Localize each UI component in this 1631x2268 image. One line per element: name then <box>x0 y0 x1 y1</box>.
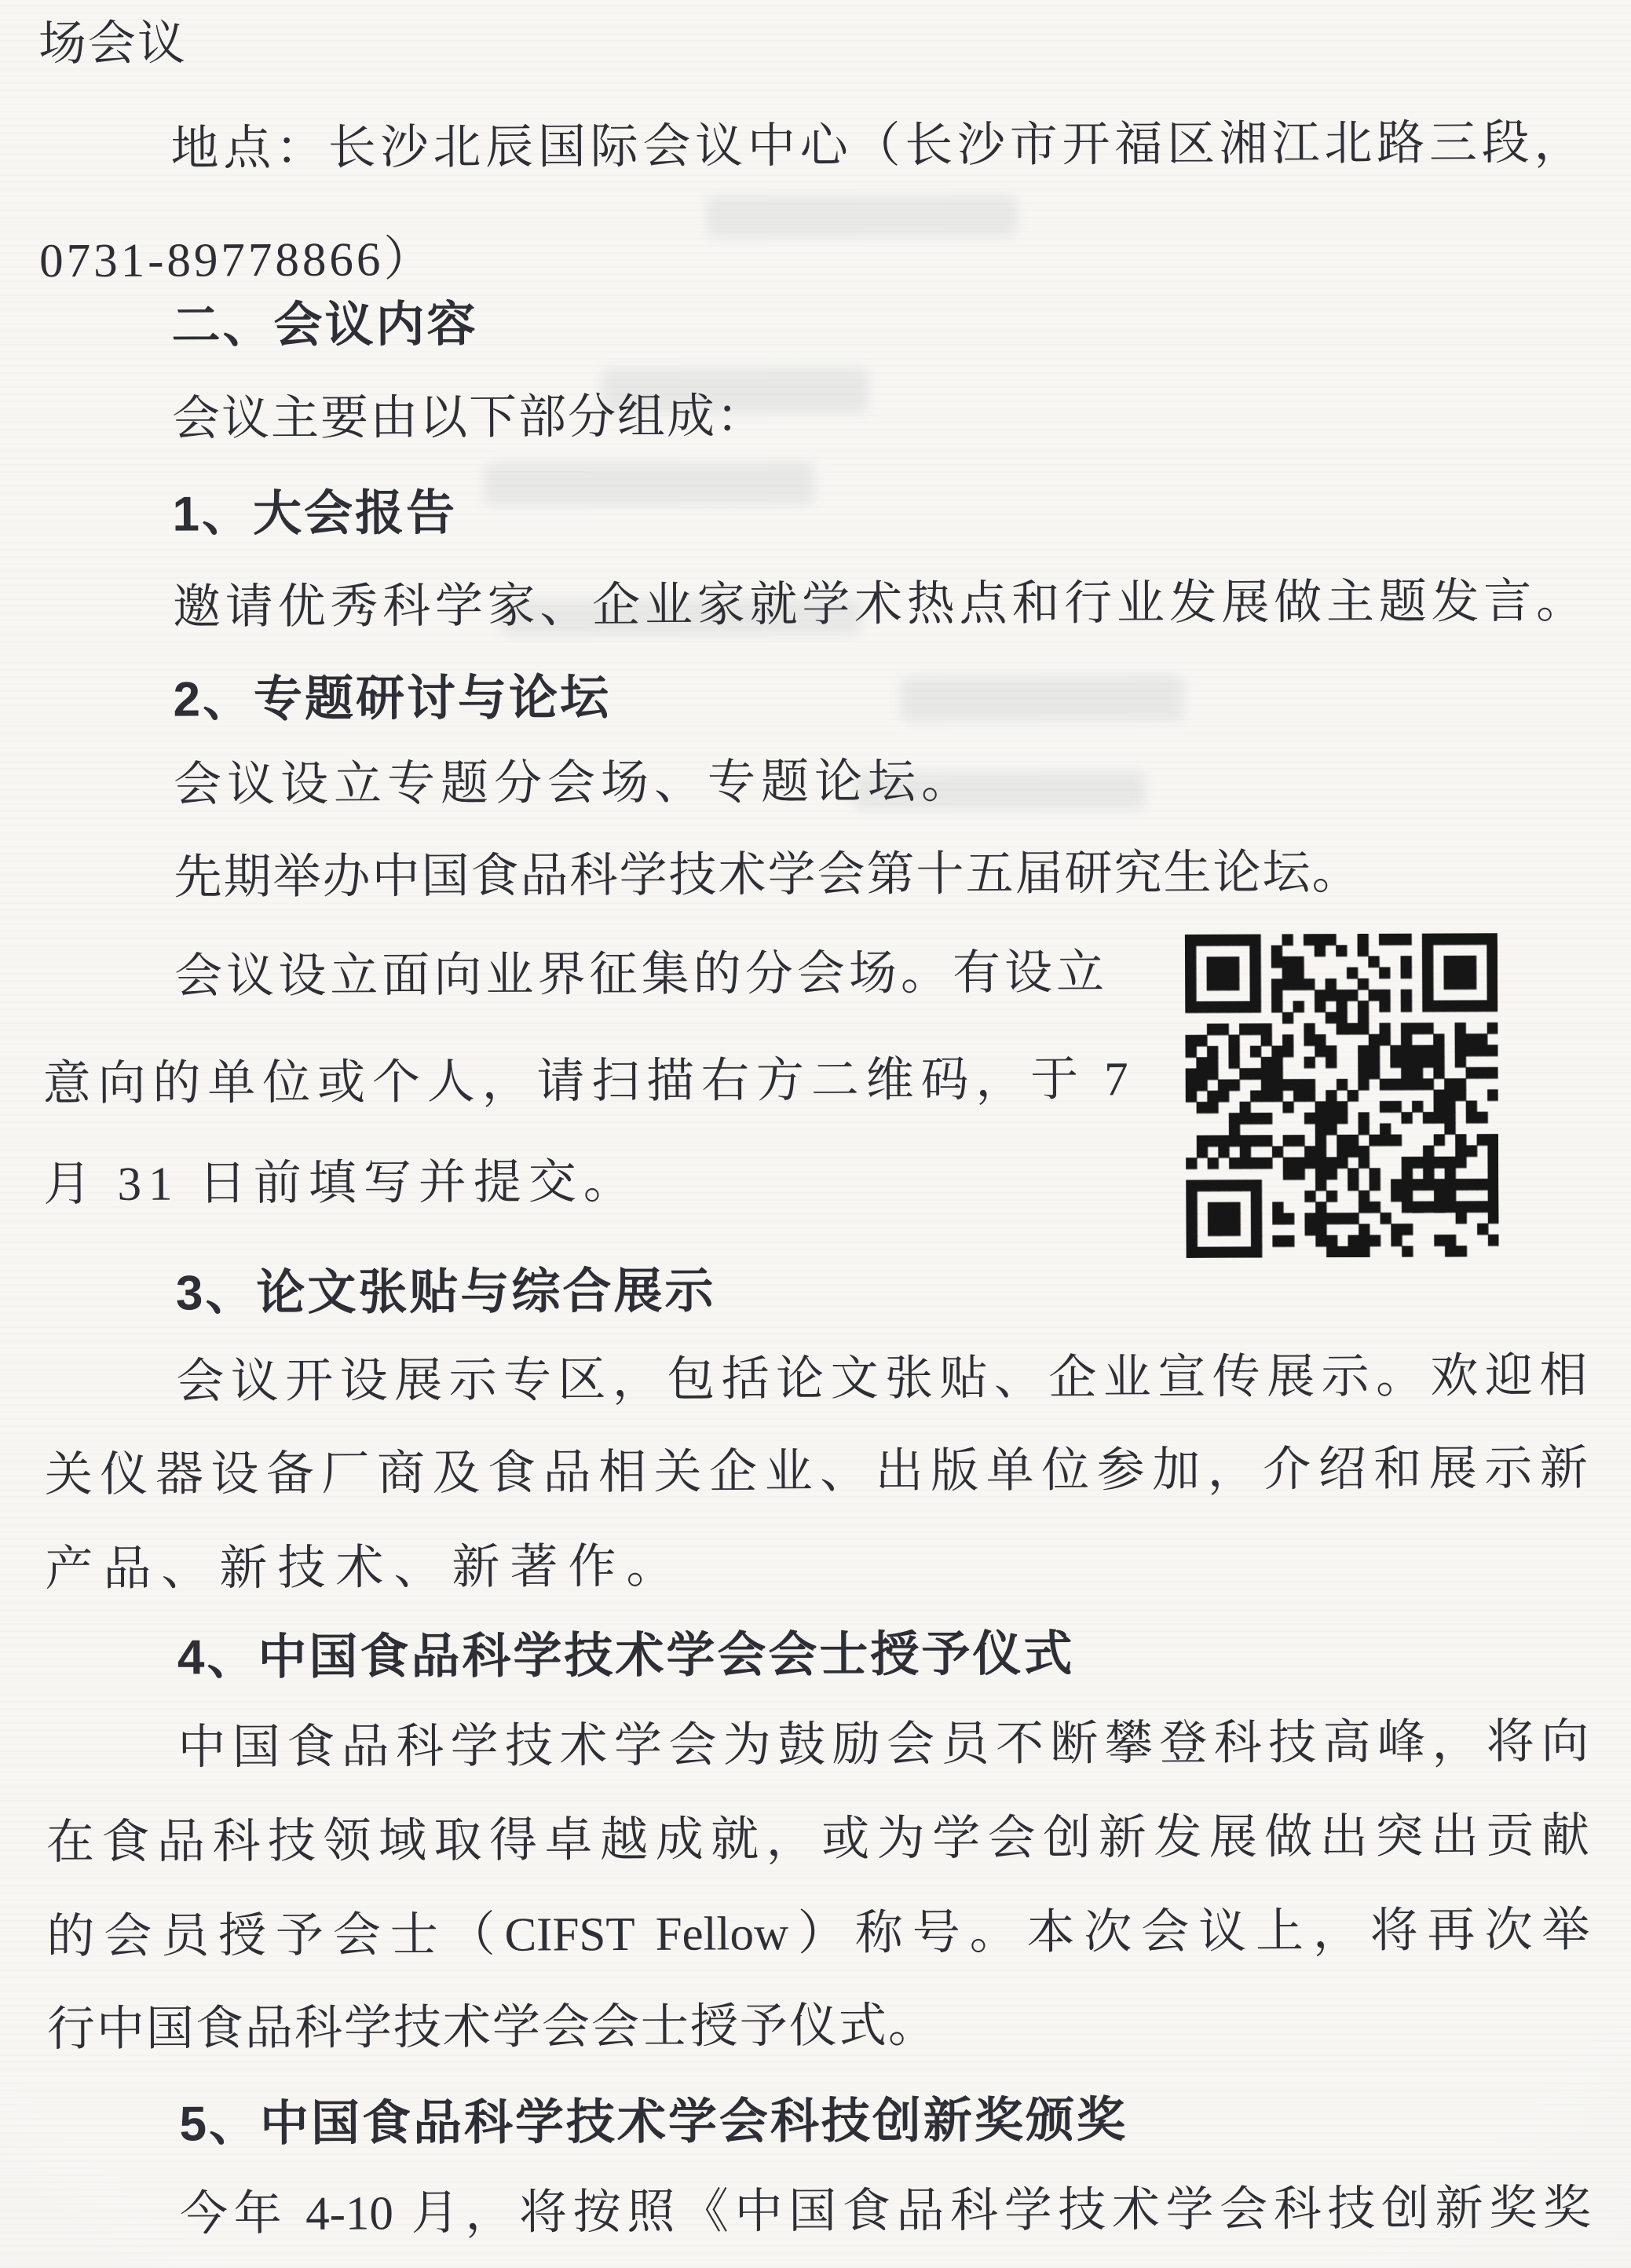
bleedthrough-mark <box>901 675 1183 722</box>
line-venue-continuation: 场会议 <box>38 17 188 71</box>
line-fellow-desc-1: 中国食品科学技术学会为鼓励会员不断攀登科技高峰，将向 <box>177 1715 1589 1775</box>
line-subforum-callout-1: 会议设立面向业界征集的分会场。有设立 <box>174 946 1105 1004</box>
line-graduate-forum: 先期举办中国食品科学技术学会第十五届研究生论坛。 <box>174 846 1362 905</box>
heading-poster-exhibition: 3、论文张贴与综合展示 <box>175 1264 716 1321</box>
line-plenary-desc: 邀请优秀科学家、企业家就学术热点和行业发展做主题发言。 <box>172 575 1585 635</box>
line-phone: 0731-89778866） <box>38 233 435 288</box>
bleedthrough-mark <box>484 462 814 506</box>
line-exhibition-desc-2: 关仪器设备厂商及食品相关企业、出版单位参加，介绍和展示新 <box>44 1442 1589 1502</box>
line-fellow-desc-4: 行中国食品科学技术学会会士授予仪式。 <box>46 1999 938 2057</box>
line-exhibition-desc-3: 产品、新技术、新著作。 <box>45 1540 685 1597</box>
heading-innovation-award: 5、中国食品科学技术学会科技创新奖颁奖 <box>179 2093 1128 2152</box>
qr-code-canvas <box>1185 933 1499 1258</box>
line-award-desc-1: 今年 4-10 月，将按照《中国食品科学技术学会科技创新奖奖 <box>179 2182 1592 2241</box>
heading-fellow-ceremony: 4、中国食品科学技术学会会士授予仪式 <box>177 1626 1075 1685</box>
heading-plenary-report: 1、大会报告 <box>172 485 458 542</box>
heading-meeting-content: 二、会议内容 <box>171 297 478 353</box>
line-subforum-callout-3: 月 31 日前填写并提交。 <box>43 1155 638 1212</box>
line-topic-sessions: 会议设立专题分会场、专题论坛。 <box>173 755 975 812</box>
line-fellow-desc-3: 的会员授予会士（CIFST Fellow）称号。本次会议上，将再次举 <box>46 1904 1590 1964</box>
bleedthrough-mark <box>707 196 1017 238</box>
line-composition-intro: 会议主要由以下部分组成： <box>171 390 766 446</box>
qr-code <box>1185 933 1499 1258</box>
line-subforum-callout-2: 意向的单位或个人，请扫描右方二维码，于 7 <box>42 1053 1128 1111</box>
line-location: 地点：长沙北辰国际会议中心（长沙市开福区湘江北路三段， <box>170 116 1582 176</box>
line-exhibition-desc-1: 会议开设展示专区，包括论文张贴、企业宣传展示。欢迎相 <box>176 1349 1588 1409</box>
heading-topic-forums: 2、专题研讨与论坛 <box>173 671 612 727</box>
line-fellow-desc-2: 在食品科技领域取得卓越成就，或为学会创新发展做出突出贡献 <box>46 1809 1590 1870</box>
